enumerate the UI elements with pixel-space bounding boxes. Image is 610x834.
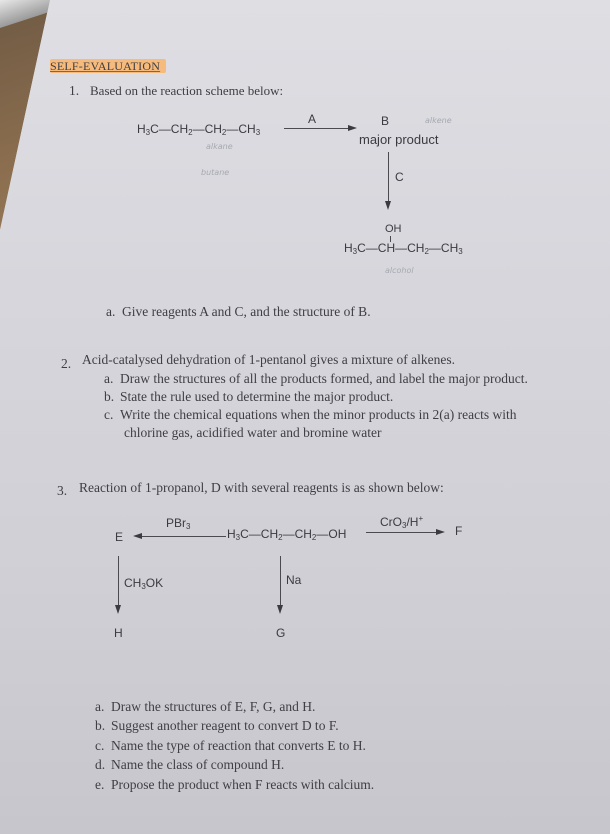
q1-reagent-c: C [395,170,404,184]
q3-part-b: b. Suggest another reagent to convert D to F. [95,718,339,733]
q1-reactant: $H_3C—CH_2—CH_2—CH_3$ [137,122,261,137]
q3-product-e: E [115,530,124,544]
q1-text: Based on the reaction scheme below: [90,83,284,98]
q1-number: 1. [69,83,80,98]
q3-arrow-e-line [142,536,226,537]
q1-final-product: $H_3C—CH—CH_2—CH_3$ [344,241,463,256]
q1-arrow-a-line [284,128,348,129]
q1-oh-group: OH [385,223,402,235]
q3-product-g: G [276,626,286,640]
q1-arrow-c-line [388,152,389,202]
q3-part-c: c. Name the type of reaction that converts E to H. [95,738,366,753]
q3-reagent-ch3ok: $CH_3OK$ [124,576,164,591]
q2-part-a: a. Draw the structures of all the products formed, and label the major product. [104,371,528,386]
q1-reagent-a: A [308,112,317,126]
q3-center-compound: $H_3C—CH_2—CH_2—OH$ [227,527,347,542]
arrow-down-icon [115,605,121,614]
q3-part-e: e. Propose the product when F reacts with calcium. [95,777,375,792]
q2-part-c-continued: chlorine gas, acidified water and bromine water [124,425,382,440]
q3-number: 3. [57,483,68,498]
q3-arrow-g-line [280,556,281,606]
arrow-down-icon [385,201,391,210]
handwritten-note: butane [201,168,230,177]
q3-product-f: F [455,524,463,538]
arrow-right-icon [436,529,445,535]
q2-part-b: b. State the rule used to determine the major product. [104,389,394,404]
arrow-left-icon [133,533,142,539]
q3-reagent-na: Na [286,573,302,587]
q3-reagent-pbr3: PBr$_3$ [166,516,191,531]
handwritten-note: alkene [425,116,452,125]
arrow-right-icon [348,125,357,131]
q1-major-product-label: major product [359,132,439,147]
q3-product-h: H [114,626,123,640]
q1-product-b: B [381,114,390,128]
q3-part-a: a. Draw the structures of E, F, G, and H. [95,699,316,714]
q1-part-a: a. Give reagents A and C, and the structure of B. [106,304,371,319]
handwritten-note: alkane [206,142,233,151]
arrow-down-icon [277,605,283,614]
q2-text: Acid-catalysed dehydration of 1-pentanol gives a mixture of alkenes. [82,352,455,367]
q3-reagent-cro3: CrO$_3$/H+ [380,514,424,530]
q2-part-c: c. Write the chemical equations when the minor products in 2(a) reacts with [104,407,517,422]
q3-arrow-h-line [118,556,119,606]
q3-text: Reaction of 1-propanol, D with several reagents is as shown below: [79,480,444,495]
q3-arrow-f-line [366,532,436,533]
handwritten-note: alcohol [385,266,414,275]
worksheet-title: SELF-EVALUATION [50,59,166,74]
q3-part-d: d. Name the class of compound H. [95,757,285,772]
q2-number: 2. [61,356,72,371]
